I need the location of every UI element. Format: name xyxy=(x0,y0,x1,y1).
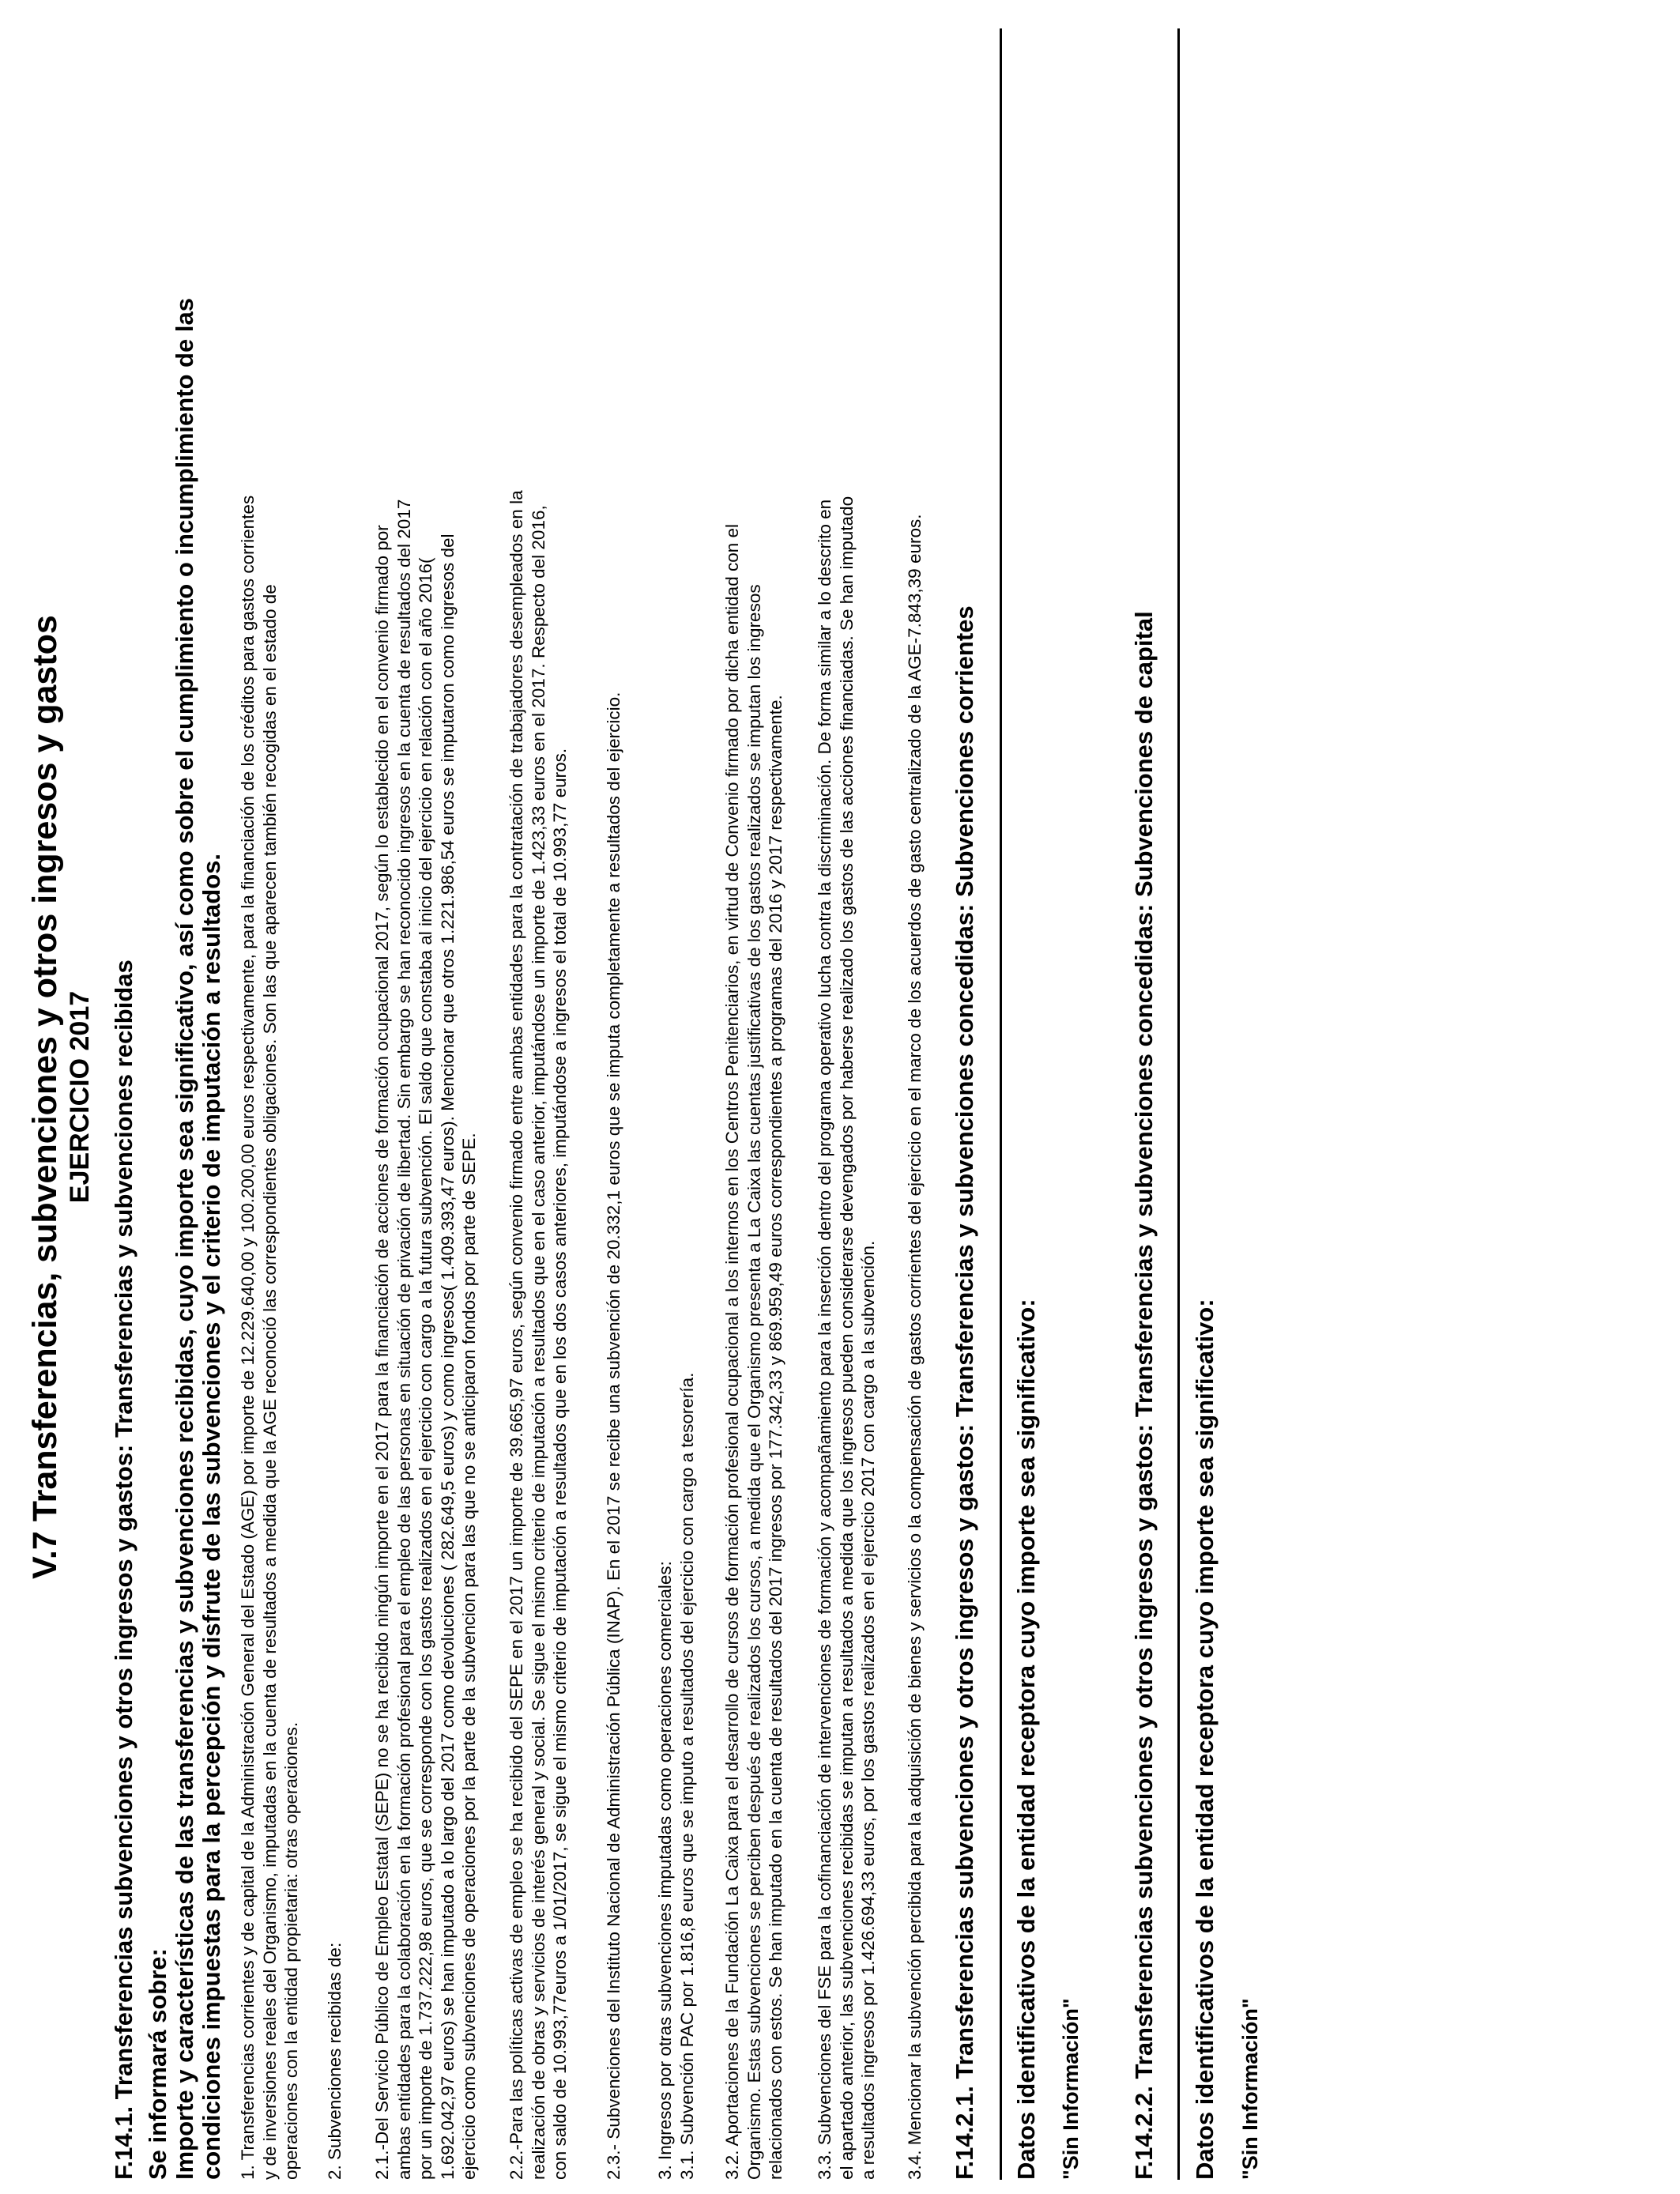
paragraph-2-subvenciones-recibidas: 2. Subvenciones recibidas de: xyxy=(325,1942,345,2180)
section-f14-2-2-heading: F.14.2.2. Transferencias subvenciones y otros ingresos y gastos: Transferencias y subvenciones concedidas: Subvenciones de capital xyxy=(1130,611,1158,2180)
datos-identificativos-label-capital: Datos identificativos de la entidad receptora cuyo importe sea significativo: xyxy=(1191,1299,1219,2180)
section-divider xyxy=(1000,28,1002,2180)
section-divider xyxy=(1177,28,1180,2180)
datos-identificativos-label-corrientes: Datos identificativos de la entidad receptora cuyo importe sea significativo: xyxy=(1012,1299,1040,2180)
paragraph-3-2-la-caixa: 3.2. Aportaciones de la Fundación La Caixa para el desarrollo de cursos de formación profesional ocupacional a los internos en los Centros Penitenciarios, en virtud de Convenio firmado por dicha entidad con el Organismo. Estas subvenciones se perciben después de realizados los cursos, a medida que el Organismo presenta a La Caixa las cuentas justificativas de los gastos realizados se imputan los ingresos relacionados con estos. Se han imputado en la cuenta de resultados del 2017 ingresos por 177.342,33 y 869.959,49 euros correspondientes a programas del 2016 y 2017 respectivamente. xyxy=(722,524,785,2180)
page-title: V.7 Transferencias, subvenciones y otros ingresos y gastos xyxy=(26,615,64,1579)
sin-informacion-capital: "Sin Información" xyxy=(1238,1998,1262,2180)
section-f14-1-heading: F.14.1. Transferencias subvenciones y otros ingresos y gastos: Transferencias y subvenciones recibidas xyxy=(110,959,137,2180)
paragraph-3-otras-subvenciones: 3. Ingresos por otras subvenciones imputadas como operaciones comerciales: 3.1. Subvención PAC por 1.816,8 euros que se imputo a resultados del ejercicio con cargo a tesorería. xyxy=(655,1372,697,2180)
paragraph-2-1-sepe: 2.1.-Del Servicio Público de Empleo Estatal (SEPE) no se ha recibido ningún importe en el 2017 para la financiación de acciones de formación ocupacional 2017, según lo establecido en el convenio firmado por ambas entidades para la colaboración en la formación profesional para el empleo de las personas en situación de privación de libertad. Sin embargo se han reconocido ingresos en la cuenta de resultados del 2017 por un importe de 1.737.222,98 euros, que se corresponde con los gastos realizados en el ejercicio con cargo a la futura subvención. El saldo que constaba al inicio del ejercicio en relación con el año 2016( 1.692.042,97 euros) se han imputado a lo largo del 2017 como devoluciones ( 282.649,5 euros) y como ingresos( 1.409.393,47 euros). Mencionar que otros 1.221.986,54 euros se imputaron como ingresos del ejercicio como subvenciones de operaciones por la parte de la subvencion para las que no se anticiparon fondos por parte de SEPE. xyxy=(372,499,479,2180)
importe-caracteristicas-line-1: Importe y características de las transferencias y subvenciones recibidas, cuyo importe sea significativo, así como sobre el cumplimiento o incumplimiento de las xyxy=(171,298,198,2180)
page-subtitle-ejercicio: EJERCICIO 2017 xyxy=(65,990,95,1204)
paragraph-2-3-inap: 2.3.- Subvenciones del Instituto Nacional de Administración Pública (INAP). En el 2017 se recibe una subvención de 20.332,1 euros que se imputa completamente a resultados del ejercicio. xyxy=(604,692,623,2180)
paragraph-3-4-gasto-centralizado: 3.4. Mencionar la subvención percibida para la adquisición de bienes y servicios o la compensación de gastos corrientes del ejercicio en el marco de los acuerdos de gasto centralizado de la AGE-7.843,39 euros. xyxy=(905,514,925,2180)
se-informara-label: Se informará sobre: xyxy=(144,1948,171,2180)
importe-caracteristicas-line-2: condiciones impuestas para la percepción y disfrute de las subvenciones y el criterio de imputación a resultados. xyxy=(198,854,225,2180)
section-f14-2-1-heading: F.14.2.1. Transferencias subvenciones y otros ingresos y gastos: Transferencias y subvenciones concedidas: Subvenciones corrientes xyxy=(951,605,978,2180)
paragraph-3-3-fse: 3.3. Subvenciones del FSE para la cofinanciación de intervenciones de formación y acompañamiento para la inserción dentro del programa operativo lucha contra la discriminación. De forma similar a lo descrito en el apartado anterior, las subvenciones recibidas se imputan a resultados a medida que los ingresos pueden considerarse devengados por haberse realizado los gastos de las acciones financiadas. Se han imputado a resultados ingresos por 1.426.694,33 euros, por los gastos realizados en el ejercicio 2017 con cargo a la subvención. xyxy=(815,496,878,2180)
sin-informacion-corrientes: "Sin Información" xyxy=(1059,1998,1083,2180)
paragraph-2-2-politicas-activas: 2.2.-Para las políticas activas de empleo se ha recibido del SEPE en el 2017 un importe de 39.665,97 euros, según convenio firmado entre ambas entidades para la contratación de trabajadores desempleados en la realización de obras y servicios de interés general y social. Se sigue el mismo criterio de imputación a resultados que en el caso anterior, imputándose un importe de 1.423,33 euros en el 2017. Respecto del 2016, con saldo de 10.993,77euros a 1/01/2017, se sigue el mismo criterio de imputación a resultados que en los dos casos anteriores, imputándose a ingresos el total de 10.993,77 euros. xyxy=(507,490,570,2180)
paragraph-1-transferencias-age: 1. Transferencias corrientes y de capital de la Administración General del Estado (AGE) por importe de 12.229.640,00 y 100.200,00 euros respectivamente, para la financiación de los créditos para gastos corrientes y de inversiones reales del Organismo, imputadas en la cuenta de resultados a medida que la AGE reconoció las correspondientes obligaciones. Son las que aparecen también recogidas en el estado de operaciones con la entidad propietaria: otras operaciones. xyxy=(238,495,301,2180)
